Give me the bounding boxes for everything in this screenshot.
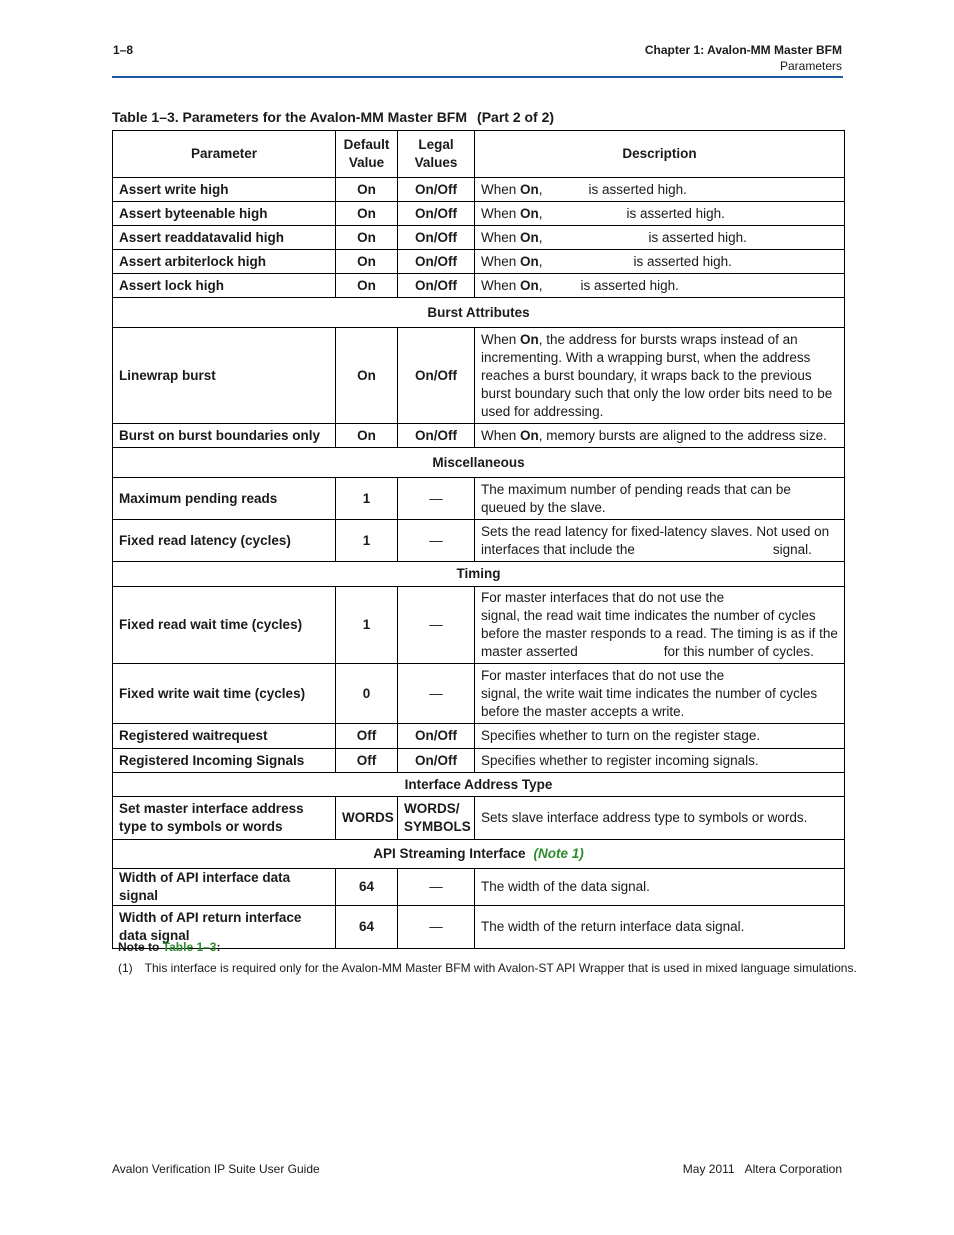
param-legal: — — [398, 869, 475, 906]
param-name: Fixed read wait time (cycles) — [113, 587, 336, 664]
param-legal: — — [398, 664, 475, 724]
section-heading: Timing — [113, 562, 845, 587]
section-heading: Interface Address Type — [113, 773, 845, 797]
param-default: Off — [336, 749, 398, 773]
section-heading: API Streaming Interface (Note 1) — [113, 840, 845, 869]
param-default: 1 — [336, 520, 398, 562]
table-caption — [112, 109, 554, 125]
section-row-timing — [113, 562, 845, 587]
param-description: The maximum number of pending reads that can be queued by the slave. — [475, 478, 845, 520]
table-row — [113, 869, 845, 906]
table-caption-text: Table 1–3. Parameters for the Avalon-MM Master BFM — [112, 109, 468, 125]
note-body: This interface is required only for the Avalon-MM Master BFM with Avalon-ST API Wrapper that is used in mixed language simulations. — [144, 961, 857, 975]
param-name: Registered Incoming Signals — [113, 749, 336, 773]
table-row — [113, 328, 845, 424]
param-legal: On/Off — [398, 724, 475, 749]
table-row — [113, 749, 845, 773]
section-heading: Miscellaneous — [113, 448, 845, 478]
footer-info — [683, 1162, 842, 1176]
table-row — [113, 226, 845, 250]
param-name: Set master interface address type to symbols or words — [113, 797, 336, 840]
footer-date: May 2011 — [682, 1162, 735, 1176]
param-default: 1 — [336, 478, 398, 520]
param-default: On — [336, 250, 398, 274]
note-number: (1) — [118, 961, 133, 975]
param-default: On — [336, 226, 398, 250]
section-row-misc — [113, 448, 845, 478]
param-default: 0 — [336, 664, 398, 724]
param-name: Linewrap burst — [113, 328, 336, 424]
note-reference[interactable]: (Note 1) — [533, 846, 584, 861]
param-legal: — — [398, 587, 475, 664]
param-description: The width of the return interface data signal. — [475, 906, 845, 949]
param-description: Sets the read latency for fixed-latency slaves. Not used on interfaces that include the signal. — [475, 520, 845, 562]
param-description: When On, is asserted high. — [475, 250, 845, 274]
param-default: 1 — [336, 587, 398, 664]
chapter-title: Chapter 1: Avalon-MM Master BFM — [644, 43, 842, 57]
table-row — [113, 724, 845, 749]
param-legal: On/Off — [398, 178, 475, 202]
param-name: Assert write high — [113, 178, 336, 202]
table-header-row — [113, 131, 845, 178]
footer-company: Altera Corporation — [744, 1162, 842, 1176]
param-legal: On/Off — [398, 749, 475, 773]
param-description: For master interfaces that do not use the signal, the write wait time indicates the number of cycles before the master accepts a write. — [475, 664, 845, 724]
param-name: Assert arbiterlock high — [113, 250, 336, 274]
param-name: Fixed read latency (cycles) — [113, 520, 336, 562]
col-header-description: Description — [475, 131, 845, 178]
table-row — [113, 797, 845, 840]
param-description: Sets slave interface address type to symbols or words. — [475, 797, 845, 840]
table-note — [118, 961, 857, 975]
header-rule — [112, 76, 843, 78]
table-caption-part: (Part 2 of 2) — [477, 109, 555, 125]
param-legal: — — [398, 478, 475, 520]
param-name: Width of API return interface data signal — [113, 906, 336, 949]
param-default: 64 — [336, 906, 398, 949]
param-legal: On/Off — [398, 274, 475, 298]
param-description: When On, is asserted high. — [475, 274, 845, 298]
param-legal: — — [398, 906, 475, 949]
section-heading: Burst Attributes — [113, 298, 845, 328]
param-name: Registered waitrequest — [113, 724, 336, 749]
param-legal: — — [398, 520, 475, 562]
section-row-interface — [113, 773, 845, 797]
param-default: On — [336, 202, 398, 226]
param-description: For master interfaces that do not use the signal, the read wait time indicates the number of cycles before the master responds to a read. The timing is as if the master asserted for this number of cycles. — [475, 587, 845, 664]
param-name: Width of API interface data signal — [113, 869, 336, 906]
param-default: On — [336, 274, 398, 298]
param-name: Fixed write wait time (cycles) — [113, 664, 336, 724]
col-header-parameter: Parameter — [113, 131, 336, 178]
section-row-burst — [113, 298, 845, 328]
param-default: On — [336, 328, 398, 424]
footer-document-title: Avalon Verification IP Suite User Guide — [112, 1162, 320, 1176]
param-name: Maximum pending reads — [113, 478, 336, 520]
page-number: 1–8 — [113, 43, 134, 57]
table-row — [113, 478, 845, 520]
param-default: On — [336, 178, 398, 202]
param-description: When On, is asserted high. — [475, 202, 845, 226]
param-legal: On/Off — [398, 424, 475, 448]
param-description: When On, is asserted high. — [475, 226, 845, 250]
param-legal: On/Off — [398, 328, 475, 424]
param-default: WORDS — [336, 797, 398, 840]
col-header-default: Default Value — [336, 131, 398, 178]
table-row — [113, 587, 845, 664]
param-default: Off — [336, 724, 398, 749]
param-description: Specifies whether to turn on the register stage. — [475, 724, 845, 749]
param-name: Assert byteenable high — [113, 202, 336, 226]
param-name: Assert lock high — [113, 274, 336, 298]
table-row — [113, 274, 845, 298]
param-description: When On, is asserted high. — [475, 178, 845, 202]
table-row — [113, 906, 845, 949]
param-legal: WORDS/ SYMBOLS — [398, 797, 475, 840]
section-row-api — [113, 840, 845, 869]
col-header-legal: Legal Values — [398, 131, 475, 178]
table-row — [113, 520, 845, 562]
param-legal: On/Off — [398, 250, 475, 274]
param-default: 64 — [336, 869, 398, 906]
param-name: Burst on burst boundaries only — [113, 424, 336, 448]
param-legal: On/Off — [398, 226, 475, 250]
table-row — [113, 664, 845, 724]
section-title: Parameters — [779, 59, 842, 73]
param-description: When On, the address for bursts wraps instead of an incrementing. With a wrapping burst, when the address reaches a burst boundary, it wraps back to the previous burst boundary such that only the low order bits need to be used for addressing. — [475, 328, 845, 424]
param-name: Assert readdatavalid high — [113, 226, 336, 250]
table-link[interactable]: Table 1–3 — [162, 940, 217, 954]
param-description: Specifies whether to register incoming signals. — [475, 749, 845, 773]
table-row — [113, 250, 845, 274]
param-default: On — [336, 424, 398, 448]
param-description: When On, memory bursts are aligned to the address size. — [475, 424, 845, 448]
parameters-table — [112, 130, 845, 949]
param-description: The width of the data signal. — [475, 869, 845, 906]
table-note-title: Note to Table 1–3: — [118, 940, 221, 954]
table-row — [113, 178, 845, 202]
table-row — [113, 424, 845, 448]
table-row — [113, 202, 845, 226]
param-legal: On/Off — [398, 202, 475, 226]
